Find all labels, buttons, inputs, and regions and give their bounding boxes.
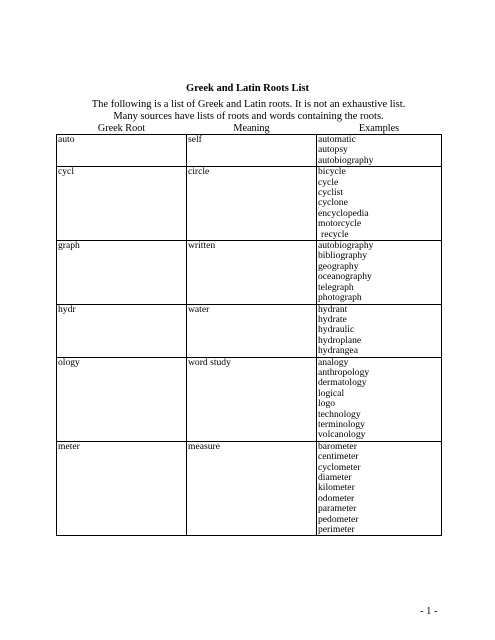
intro-line-2: Many sources have lists of roots and words containing the roots. <box>113 111 384 122</box>
example-word: kilometer <box>318 482 355 494</box>
example-word: analogy <box>318 356 349 368</box>
example-word: logo <box>318 398 336 410</box>
table-row <box>57 357 442 441</box>
examples-cell <box>317 241 442 304</box>
example-word: terminology <box>318 418 365 430</box>
examples-cell <box>317 441 442 536</box>
table-header-row <box>57 123 442 135</box>
example-word: technology <box>318 408 361 420</box>
example-word: autopsy <box>318 144 348 156</box>
examples-cell <box>317 167 442 241</box>
example-word: odometer <box>318 492 355 504</box>
header-meaning: Meaning <box>187 123 317 135</box>
example-word: motorcycle <box>318 218 362 230</box>
example-word: encyclopedia <box>318 207 369 219</box>
table-row <box>57 135 442 167</box>
example-word: automatic <box>318 134 356 145</box>
root-cell: cycl <box>57 167 187 241</box>
example-word: oceanography <box>318 271 372 283</box>
example-word: dermatology <box>318 377 367 389</box>
table-row <box>57 241 442 304</box>
example-word: autobiography <box>318 240 374 252</box>
meaning-cell: written <box>187 241 317 304</box>
example-word: bibliography <box>318 250 368 262</box>
meaning-cell: word study <box>187 357 317 441</box>
examples-cell <box>317 135 442 167</box>
meaning-cell: measure <box>187 441 317 536</box>
example-word: volcanology <box>318 429 366 441</box>
example-word: hydrant <box>318 303 348 315</box>
table-row <box>57 167 442 241</box>
examples-cell <box>317 357 442 441</box>
example-word: hydraulic <box>318 324 355 336</box>
example-word: centimeter <box>318 451 359 463</box>
root-cell: meter <box>57 441 187 536</box>
root-cell: hydr <box>57 304 187 357</box>
example-word: cyclone <box>318 197 348 209</box>
example-word: photograph <box>318 292 362 304</box>
header-examples: Examples <box>317 123 442 135</box>
root-cell: graph <box>57 241 187 304</box>
document-title: Greek and Latin Roots List <box>186 83 309 94</box>
example-word: diameter <box>318 472 352 483</box>
example-word: bicycle <box>318 166 346 178</box>
example-word: cyclometer <box>318 461 361 473</box>
example-word: geography <box>318 260 359 272</box>
example-word: autobiography <box>318 154 374 166</box>
example-word: hydrangea <box>318 345 358 357</box>
root-cell: ology <box>57 357 187 441</box>
example-word: logical <box>318 387 345 399</box>
table-row <box>57 441 442 536</box>
table-row <box>57 304 442 357</box>
example-word: recycle <box>321 228 349 240</box>
example-word: telegraph <box>318 281 354 293</box>
intro-line-1: The following is a list of Greek and Latin roots. It is not an exhaustive list. <box>91 99 406 110</box>
meaning-cell: circle <box>187 167 317 241</box>
example-word: parameter <box>318 503 357 515</box>
meaning-cell: water <box>187 304 317 357</box>
meaning-cell: self <box>187 135 317 167</box>
example-word: cyclist <box>318 187 344 199</box>
examples-cell <box>317 304 442 357</box>
roots-table <box>56 123 442 536</box>
example-word: hydroplane <box>318 334 362 346</box>
example-word: barometer <box>318 440 357 452</box>
root-cell: auto <box>57 135 187 167</box>
example-word: hydrate <box>318 313 347 325</box>
example-word: perimeter <box>318 524 355 536</box>
header-greek-root: Greek Root <box>57 123 187 135</box>
example-word: pedometer <box>318 513 359 525</box>
example-word: cycle <box>318 176 339 188</box>
example-word: anthropology <box>318 366 370 378</box>
page-number: - 1 - <box>420 606 438 617</box>
